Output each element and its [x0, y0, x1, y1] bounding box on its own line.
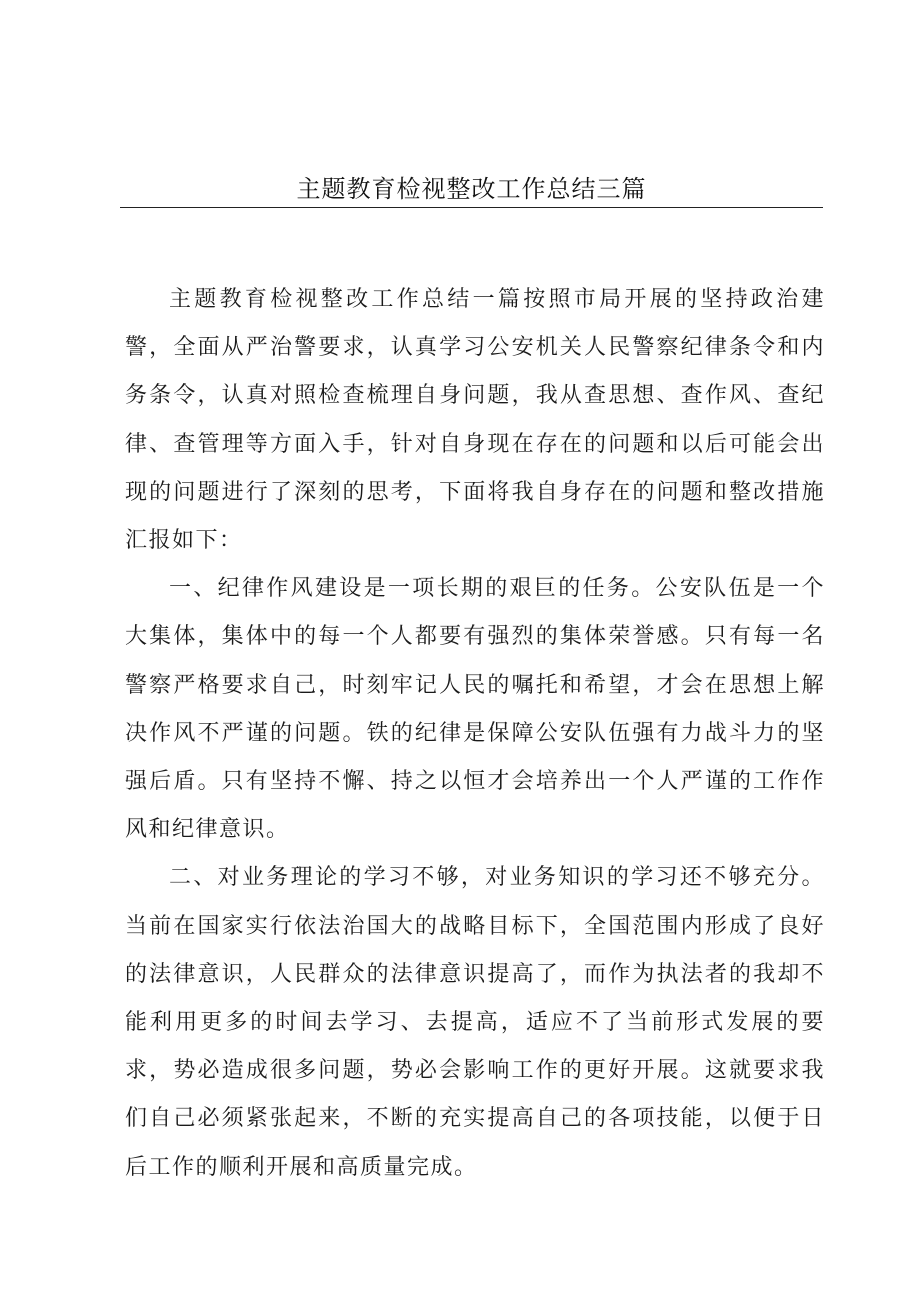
document-title: 主题教育检视整改工作总结三篇: [296, 175, 647, 203]
document-body: [125, 276, 825, 1192]
title-underline: [120, 207, 823, 208]
paragraph-discipline: 一、纪律作风建设是一项长期的艰巨的任务。公安队伍是一个大集体，集体中的每一个人都要有强烈的集体荣誉感。只有每一名警察严格要求自己，时刻牢记人民的嘱托和希望，才会在思想上解决作风不严谨的问题。铁的纪律是保障公安队伍强有力战斗力的坚强后盾。只有坚持不懈、持之以恒才会培养出一个人严谨的工作作风和纪律意识。: [125, 576, 825, 843]
paragraph-study: 二、对业务理论的学习不够，对业务知识的学习还不够充分。当前在国家实行依法治国大的战略目标下，全国范围内形成了良好的法律意识，人民群众的法律意识提高了，而作为执法者的我却不能利用更多的时间去学习、去提高，适应不了当前形式发展的要求，势必造成很多问题，势必会影响工作的更好开展。这就要求我们自己必须紧张起来，不断的充实提高自己的各项技能，以便于日后工作的顺利开展和高质量完成。: [125, 865, 825, 1180]
paragraph-intro: 主题教育检视整改工作总结一篇按照市局开展的坚持政治建警，全面从严治警要求，认真学习公安机关人民警察纪律条令和内务条令，认真对照检查梳理自身问题，我从查思想、查作风、查纪律、查管理等方面入手，针对自身现在存在的问题和以后可能会出现的问题进行了深刻的思考，下面将我自身存在的问题和整改措施汇报如下：: [125, 287, 825, 554]
